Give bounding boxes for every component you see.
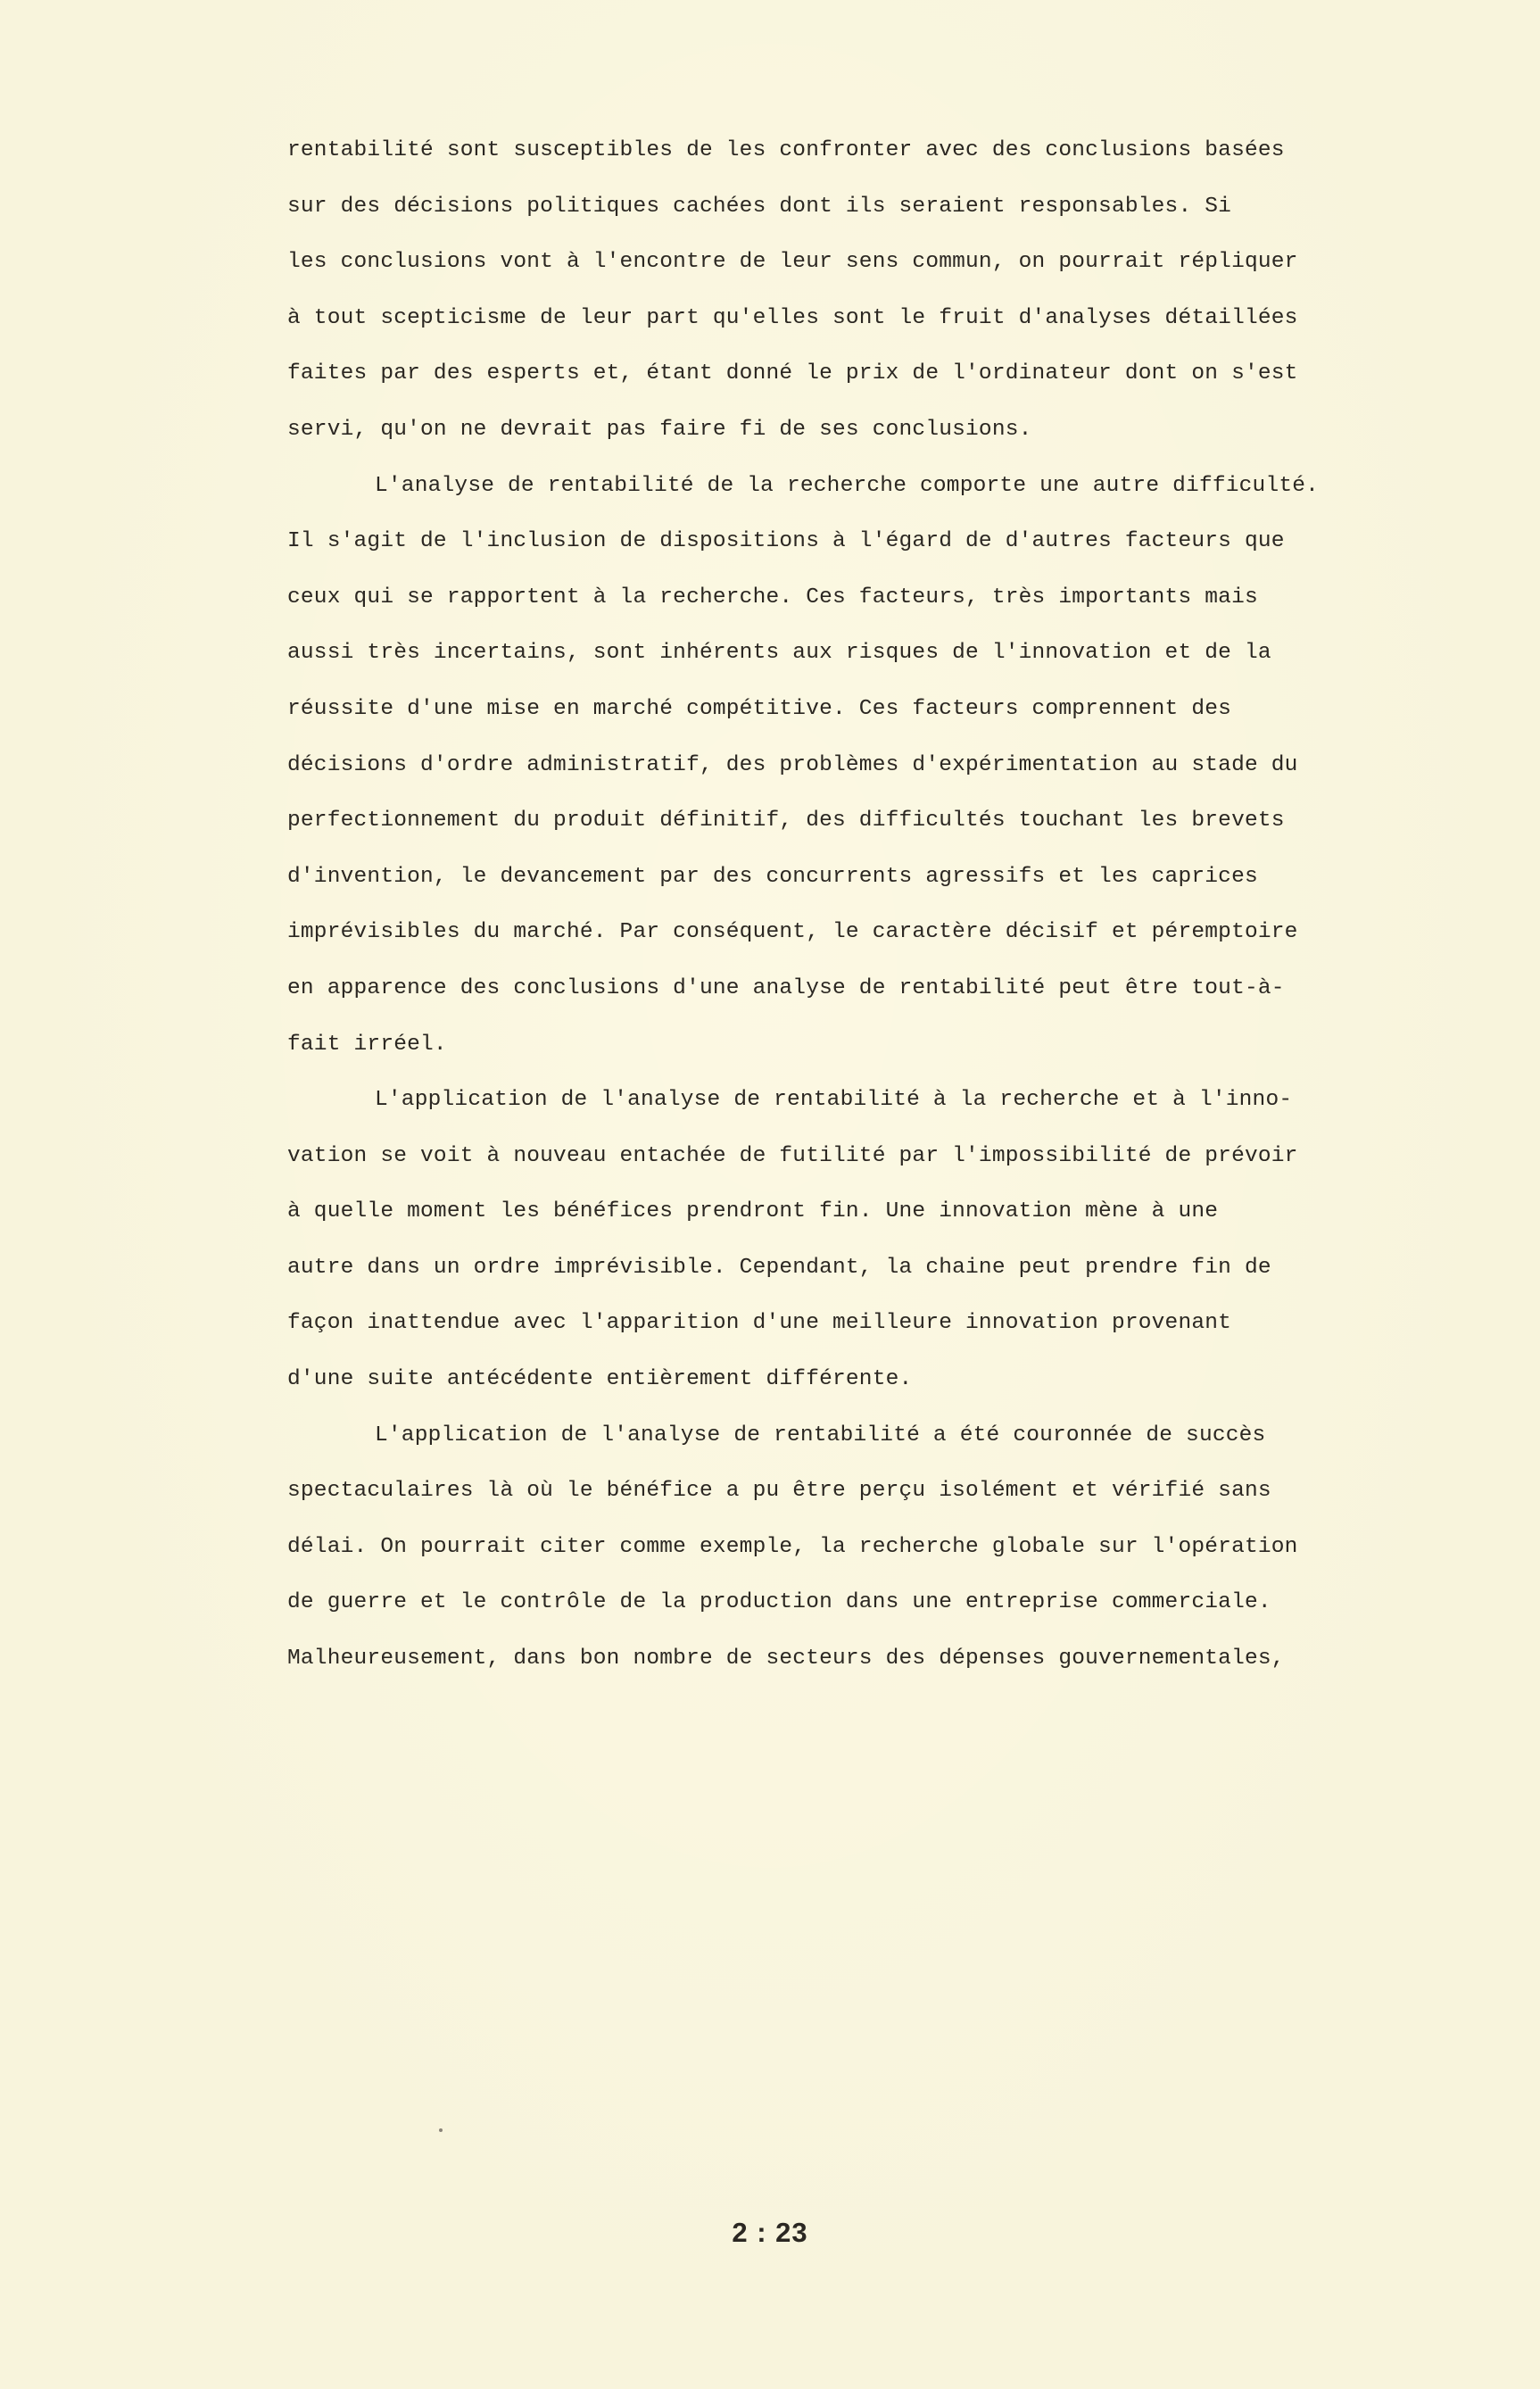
text-line: en apparence des conclusions d'une analyse de rentabilité peut être tout-à- [287,975,1285,1000]
text-line: délai. On pourrait citer comme exemple, la recherche globale sur l'opération [287,1534,1298,1559]
text-line: à quelle moment les bénéfices prendront fin. Une innovation mène à une [287,1199,1219,1224]
text-line: sur des décisions politiques cachées dont ils seraient responsables. Si [287,194,1232,219]
text-line: perfectionnement du produit définitif, des difficultés touchant les brevets [287,809,1285,834]
text-line: fait irréel. [287,1032,447,1057]
text-line: L'analyse de rentabilité de la recherche comporte une autre difficulté. [375,473,1320,498]
text-line: servi, qu'on ne devrait pas faire fi de ses conclusions. [287,417,1032,442]
text-line: les conclusions vont à l'encontre de leur sens commun, on pourrait répliquer [287,250,1298,275]
text-line: L'application de l'analyse de rentabilité à la recherche et à l'inno- [375,1088,1293,1113]
text-line: façon inattendue avec l'apparition d'une meilleure innovation provenant [287,1311,1232,1336]
paper-speck [439,2128,443,2132]
text-line: vation se voit à nouveau entachée de futilité par l'impossibilité de prévoir [287,1143,1298,1168]
text-line: Malheureusement, dans bon nombre de secteurs des dépenses gouvernementales, [287,1647,1285,1671]
text-line: imprévisibles du marché. Par conséquent, le caractère décisif et péremptoire [287,920,1298,945]
text-line: d'invention, le devancement par des concurrents agressifs et les caprices [287,864,1258,889]
text-line: réussite d'une mise en marché compétitive. Ces facteurs comprennent des [287,696,1232,721]
text-line: de guerre et le contrôle de la production dans une entreprise commerciale. [287,1590,1271,1615]
text-line: décisions d'ordre administratif, des problèmes d'expérimentation au stade du [287,752,1298,777]
text-line: autre dans un ordre imprévisible. Cependant, la chaine peut prendre fin de [287,1255,1271,1280]
text-line: faites par des esperts et, étant donné le prix de l'ordinateur dont on s'est [287,361,1298,386]
text-line: Il s'agit de l'inclusion de dispositions à l'égard de d'autres facteurs que [287,529,1285,554]
text-line: d'une suite antécédente entièrement différente. [287,1367,913,1392]
text-line: aussi très incertains, sont inhérents aux risques de l'innovation et de la [287,641,1271,666]
text-line: spectaculaires là où le bénéfice a pu être perçu isolément et vérifié sans [287,1479,1271,1504]
text-line: ceux qui se rapportent à la recherche. Ces facteurs, très importants mais [287,585,1258,610]
text-line: rentabilité sont susceptibles de les confronter avec des conclusions basées [287,138,1285,162]
body-text [287,132,1340,1696]
text-line: à tout scepticisme de leur part qu'elles sont le fruit d'analyses détaillées [287,305,1298,330]
page-number: 2 : 23 [732,2217,808,2248]
text-line: L'application de l'analyse de rentabilité a été couronnée de succès [375,1423,1266,1448]
